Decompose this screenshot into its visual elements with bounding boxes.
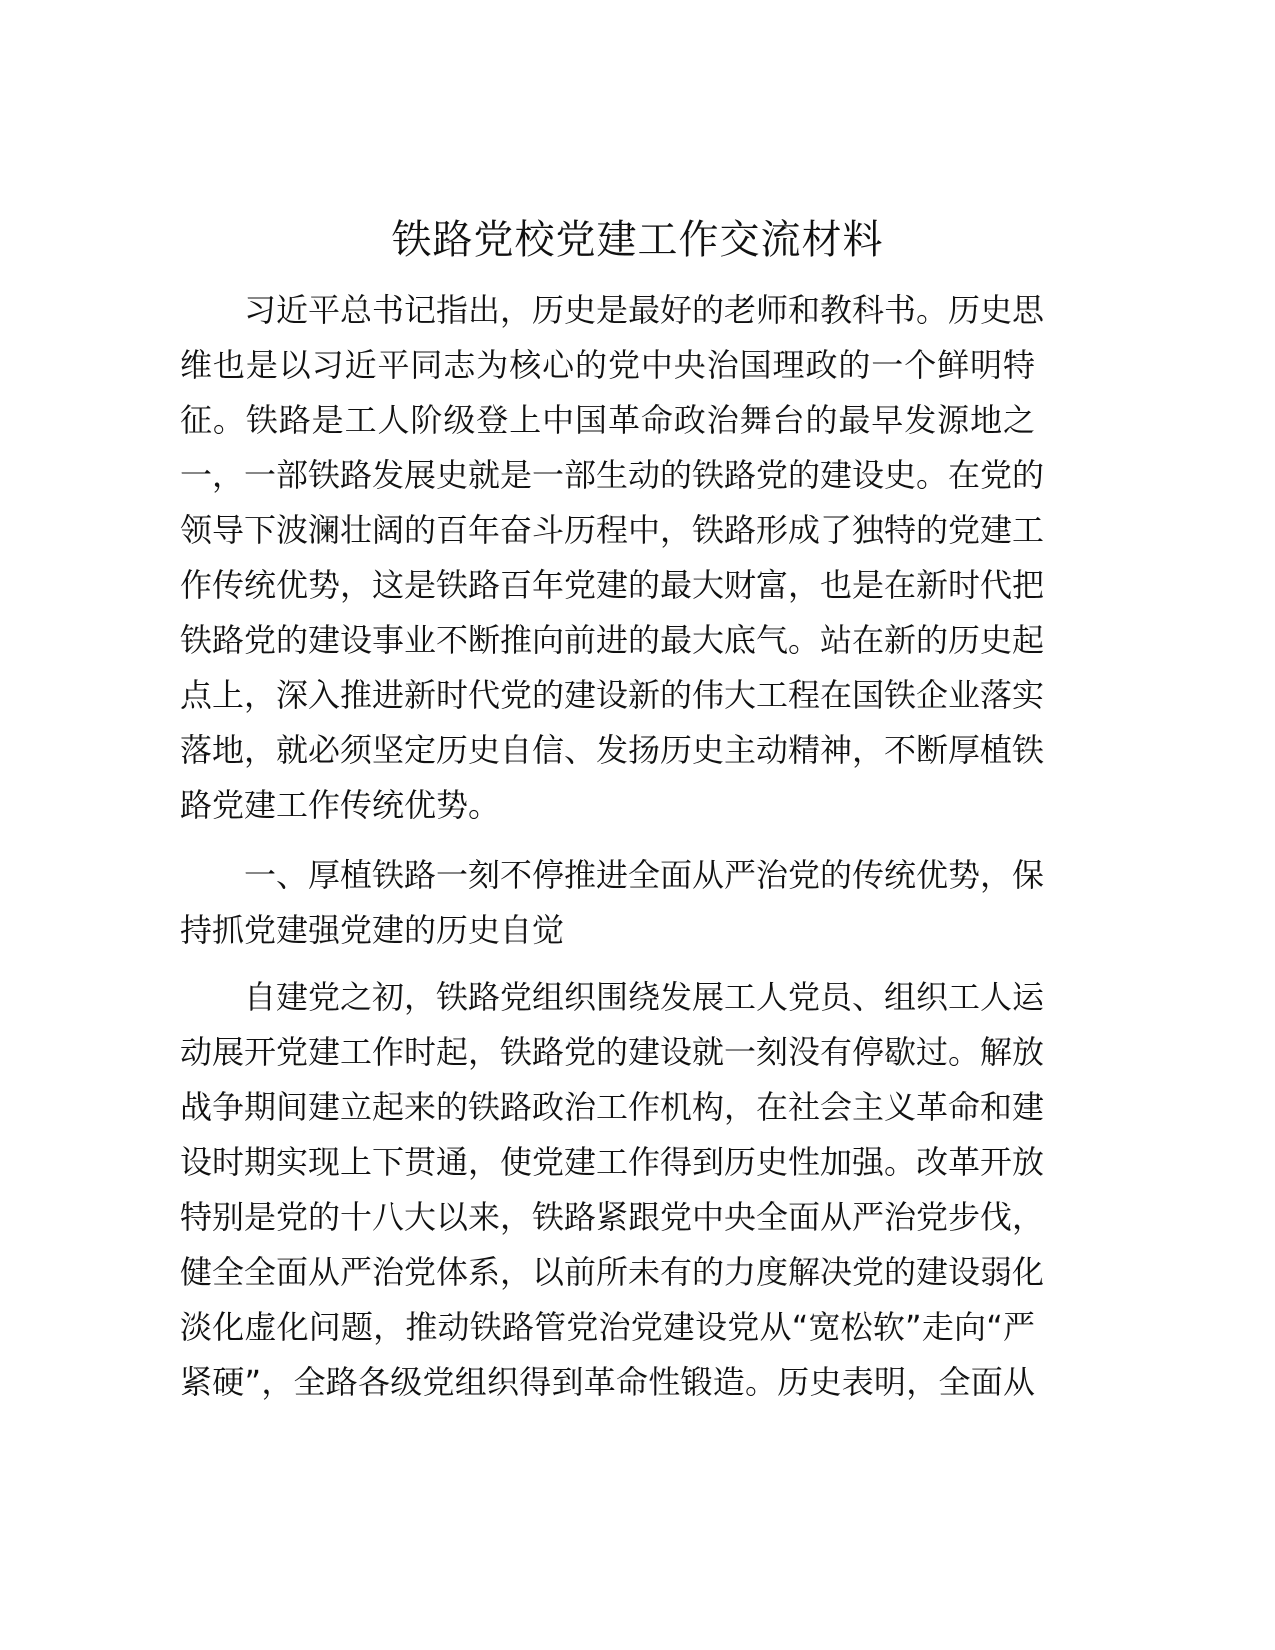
text-line: 战争期间建立起来的铁路政治工作机构，在社会主义革命和建 [180, 1088, 1045, 1126]
document-title: 铁路党校党建工作交流材料 [391, 217, 884, 263]
text-line: 一，一部铁路发展史就是一部生动的铁路党的建设史。在党的 [180, 456, 1045, 494]
text-line: 健全全面从严治党体系，以前所未有的力度解决党的建设弱化 [180, 1253, 1045, 1291]
text-line: 领导下波澜壮阔的百年奋斗历程中，铁路形成了独特的党建工 [180, 511, 1045, 549]
text-line: 紧硬”，全路各级党组织得到革命性锻造。历史表明，全面从 [180, 1363, 1035, 1401]
text-line: 路党建工作传统优势。 [180, 786, 501, 824]
text-line: 作传统优势，这是铁路百年党建的最大财富，也是在新时代把 [180, 566, 1045, 604]
text-line: 自建党之初，铁路党组织围绕发展工人党员、组织工人运 [244, 978, 1045, 1016]
text-line: 落地，就必须坚定历史自信、发扬历史主动精神，不断厚植铁 [180, 731, 1045, 769]
section-heading-1 [180, 848, 1045, 958]
text-line: 淡化虚化问题，推动铁路管党治党建设党从“宽松软”走向“严 [180, 1308, 1035, 1346]
text-line: 维也是以习近平同志为核心的党中央治国理政的一个鲜明特 [180, 346, 1035, 384]
heading-line: 一、厚植铁路一刻不停推进全面从严治党的传统优势，保 [244, 856, 1045, 894]
paragraph-section-1 [180, 970, 1045, 1410]
text-line: 动展开党建工作时起，铁路党的建设就一刻没有停歇过。解放 [180, 1033, 1045, 1071]
text-line: 征。铁路是工人阶级登上中国革命政治舞台的最早发源地之 [180, 401, 1035, 439]
text-line: 特别是党的十八大以来，铁路紧跟党中央全面从严治党步伐， [180, 1198, 1045, 1236]
heading-line: 持抓党建强党建的历史自觉 [180, 911, 565, 949]
text-line: 点上，深入推进新时代党的建设新的伟大工程在国铁企业落实 [180, 676, 1045, 714]
paragraph-intro [180, 283, 1045, 833]
text-line: 铁路党的建设事业不断推向前进的最大底气。站在新的历史起 [180, 621, 1045, 659]
text-line: 习近平总书记指出，历史是最好的老师和教科书。历史思 [244, 291, 1045, 329]
text-line: 设时期实现上下贯通，使党建工作得到历史性加强。改革开放 [180, 1143, 1045, 1181]
